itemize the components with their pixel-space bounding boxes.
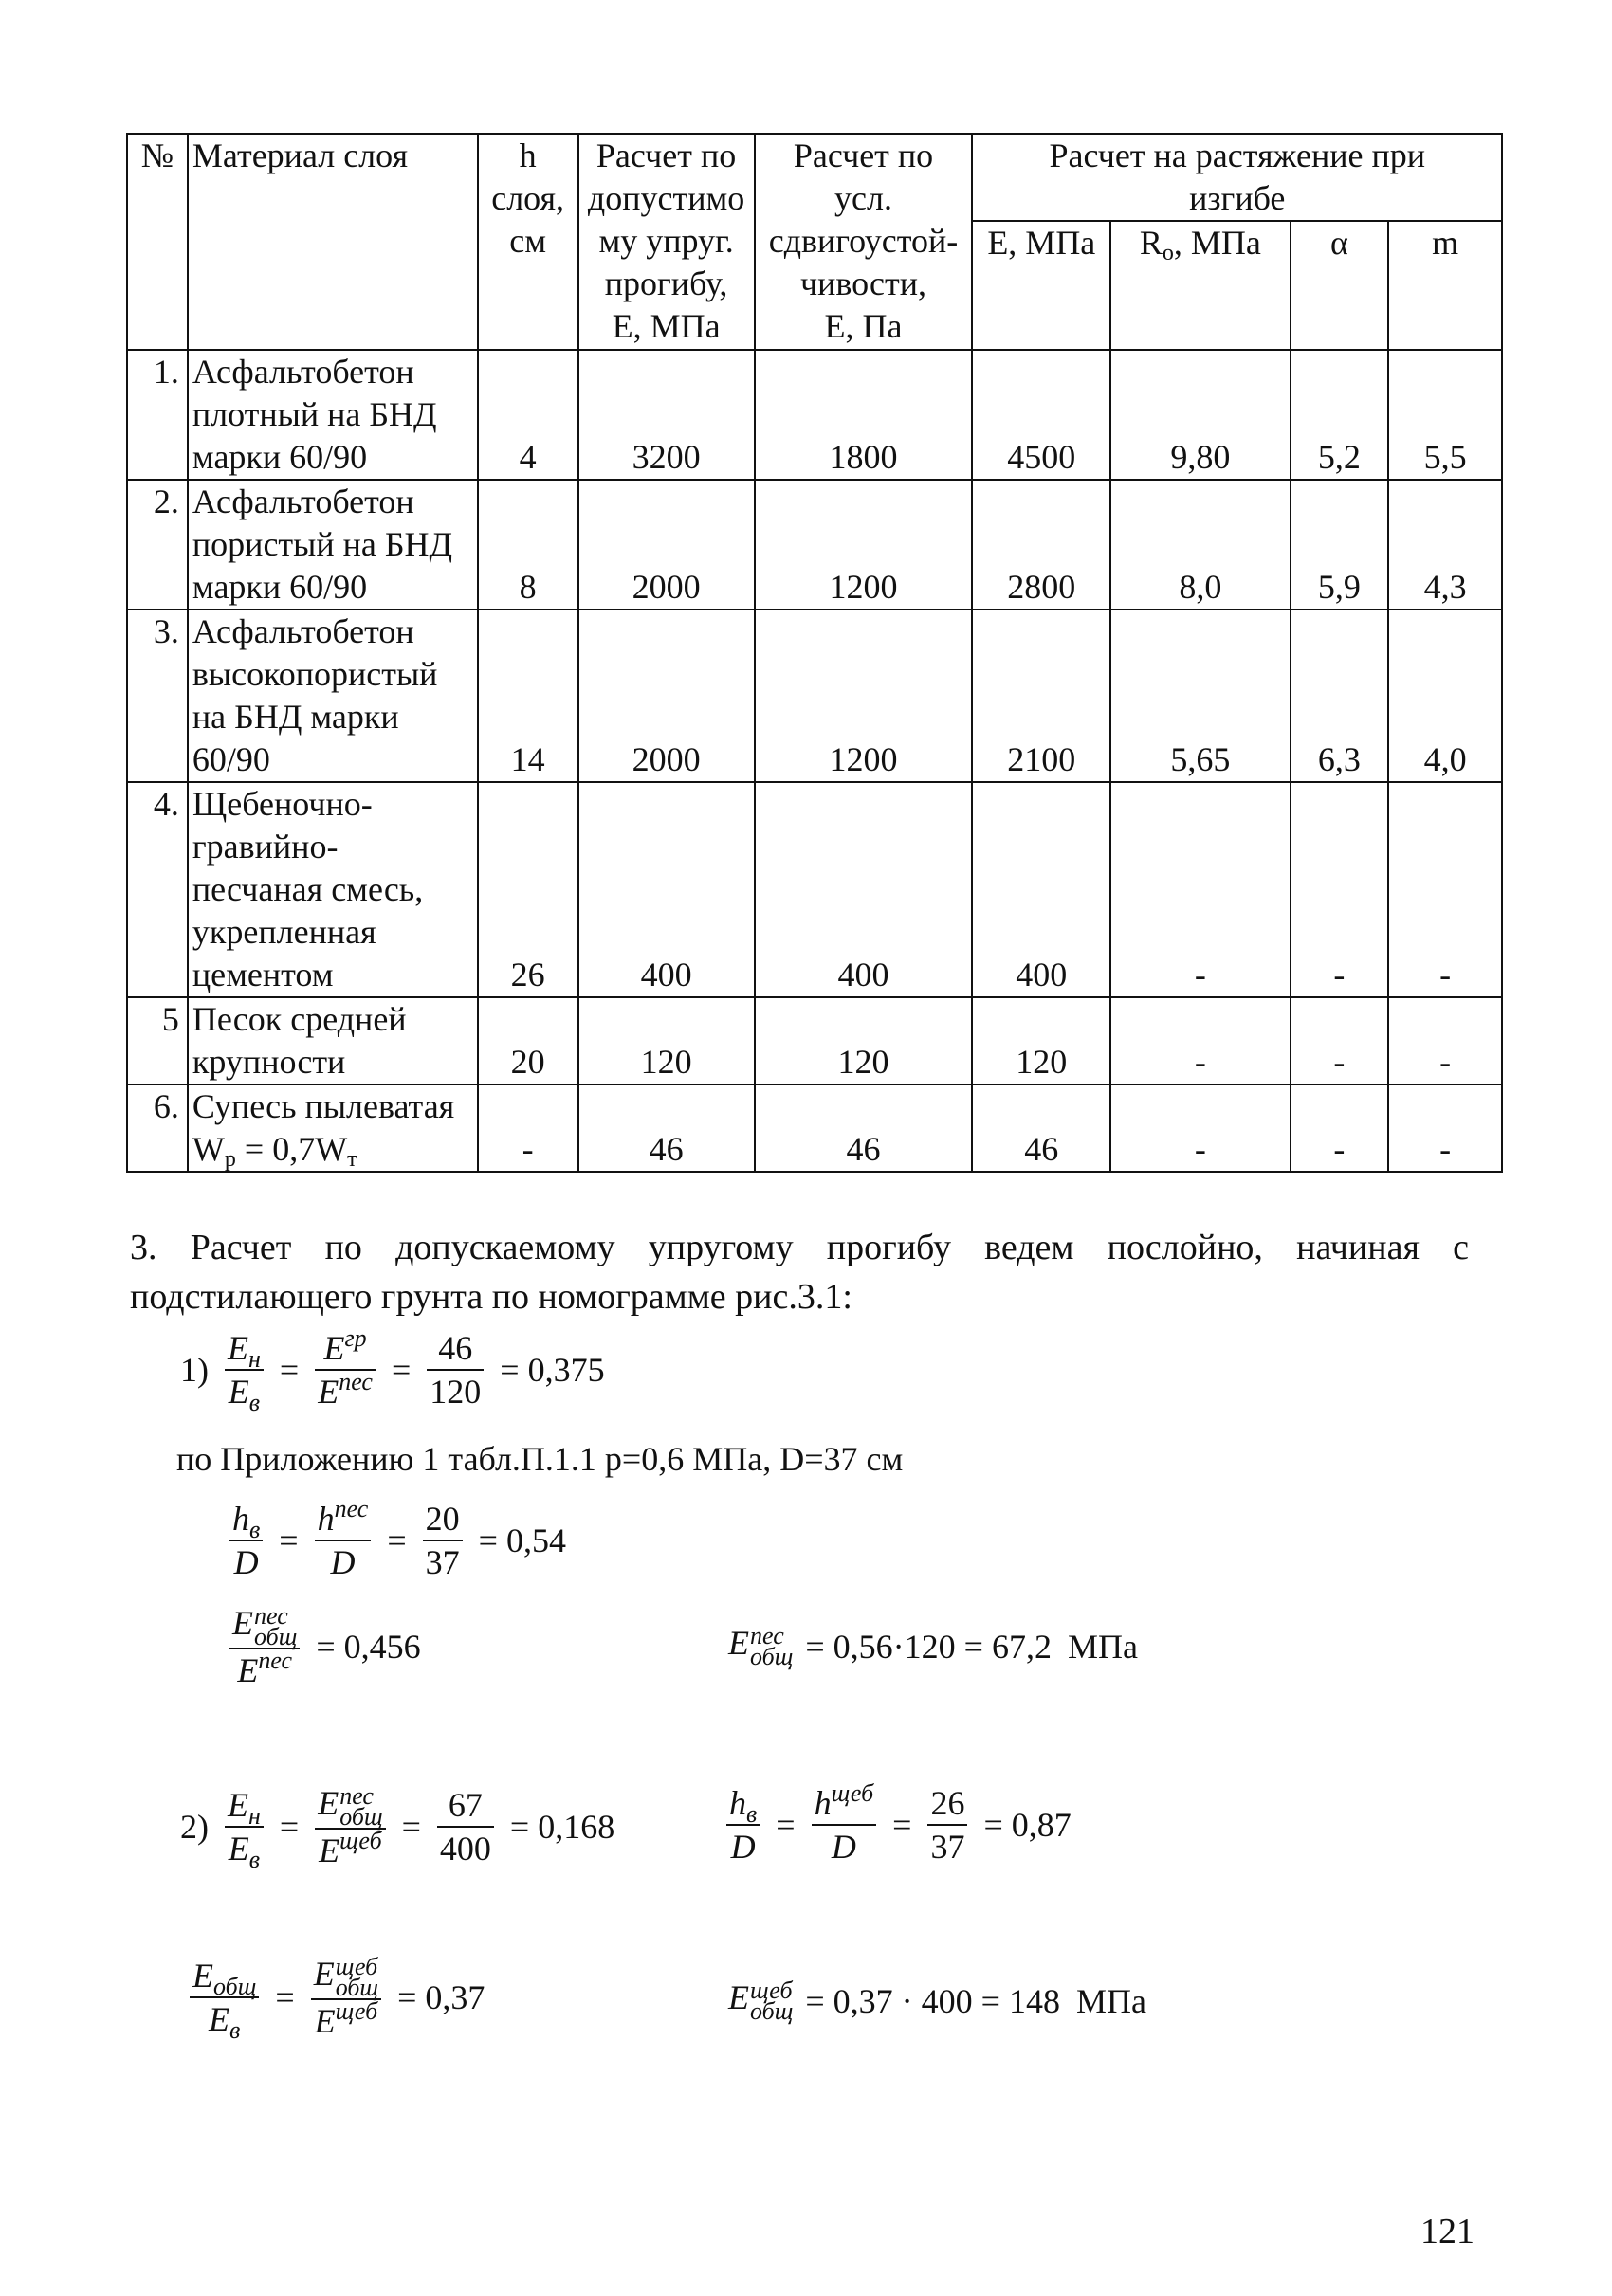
fraction [229,1602,300,1691]
table-row [127,997,1502,1084]
cell-r: - [1110,1084,1290,1172]
formula-5 [176,1782,618,1871]
header-tension-e: Е, МПа [972,221,1110,350]
formula-7 [186,1953,488,2042]
fraction-denominator: $E^{щеб}$ [314,1996,378,2040]
material-formula [192,1128,471,1171]
fraction-denominator: 120 [430,1373,482,1411]
table-row [127,782,1502,997]
fraction-numerator: E щеб общ [311,1953,381,2000]
fraction [927,1782,967,1868]
material-line: пористый на БНД [192,525,453,563]
header-h [478,134,578,350]
formula-result: = 0,37 · 400 = 148 [805,1981,1060,2020]
fraction [812,1779,877,1868]
header-tension-line: изгибе [1189,179,1286,217]
formula-result: = 0,375 [500,1351,605,1389]
equals: = [275,1977,295,2016]
formula-result: = 0,456 [316,1627,421,1666]
fraction-denominator [225,1371,264,1416]
cell-e-tension: 46 [972,1084,1110,1172]
cell-e-shear: 400 [755,782,973,997]
material-line: марки 60/90 [192,568,368,606]
superscript: щеб [831,1779,874,1807]
formula-result: = 0,56·120 = 67,2 [805,1627,1052,1666]
fraction [311,1953,381,2042]
fraction-numerator [315,1495,372,1541]
header-tension-r [1110,221,1290,350]
symbol: h [317,1500,335,1538]
cell-no: 5 [127,997,188,1084]
material-line: Асфальтобетон [192,612,414,650]
r-unit: , МПа [1173,224,1261,262]
appendix-line: по Приложению 1 табл.П.1.1 p=0,6 МПа, D=37 см [176,1440,904,1478]
table-row [127,1084,1502,1172]
header-tension [972,134,1502,221]
material-line: высокопористый [192,655,438,693]
formula-6 [723,1779,1075,1868]
table-header-row [127,134,1502,221]
fraction [427,1327,484,1412]
fraction-numerator: 67 [437,1784,494,1828]
cell-no: 1. [127,350,188,480]
material-line: крупности [192,1043,346,1081]
cell-h: 20 [478,997,578,1084]
header-shear [755,134,973,350]
subscript: н [248,1345,261,1373]
header-deflection-line: Е, МПа [612,307,721,345]
fraction-numerator: $h^{щеб}$ [812,1782,877,1826]
cell-e-deflection: 2000 [578,610,755,782]
formula-unit: МПа [1075,1981,1146,2020]
cell-e-tension: 2100 [972,610,1110,782]
formula-unit: МПа [1067,1627,1138,1666]
fraction-denominator: 400 [439,1829,491,1868]
fraction [225,1784,264,1873]
fraction-denominator: D [730,1828,756,1866]
cell-h: 8 [478,480,578,610]
cell-r: 5,65 [1110,610,1290,782]
fraction [315,1495,372,1583]
cell-m: - [1388,1084,1502,1172]
fraction-numerator: 26 [927,1782,967,1826]
cell-material [188,782,478,997]
material-line: песчаная смесь, [192,870,424,908]
equals: = [401,1807,421,1846]
cell-alpha: - [1291,997,1389,1084]
cell-e-deflection: 46 [578,1084,755,1172]
superscript: щеб [335,1952,378,1980]
fraction-numerator [315,1324,376,1371]
material-line: Асфальтобетон [192,483,414,520]
material-line: Щебеночно- [192,785,373,823]
cell-h: 4 [478,350,578,480]
table-row [127,350,1502,480]
fraction-denominator: D [330,1543,356,1581]
symbol: E [228,1373,249,1411]
superscript: пес [339,1781,374,1810]
page-number: 121 [1420,2212,1475,2251]
cell-e-deflection: 120 [578,997,755,1084]
equals: = [279,1807,300,1846]
header-tension-m: m [1388,221,1502,350]
subscript: общ [213,1972,257,2000]
symbol: h [232,1500,249,1538]
header-shear-line: чивости, [800,264,927,302]
cell-e-tension: 2800 [972,480,1110,610]
cell-material [188,997,478,1084]
cell-r: 9,80 [1110,350,1290,480]
cell-no: 4. [127,782,188,997]
header-h-line: см [509,222,547,260]
subscript: общ [750,1996,794,2025]
cell-e-shear: 46 [755,1084,973,1172]
subscript: в [229,2015,241,2044]
cell-material [188,610,478,782]
fraction [225,1327,264,1416]
fraction-numerator: E пес общ [229,1602,300,1649]
subscript: общ [750,1642,794,1670]
formula-8: E щеб общ = 0,37 · 400 = 148 МПа [728,1976,1146,2025]
cell-m: 5,5 [1388,350,1502,480]
equals: = [892,1806,912,1844]
material-line: плотный на БНД [192,395,437,433]
fraction [726,1782,760,1868]
superscript: щеб [335,1996,378,2025]
cell-no: 3. [127,610,188,782]
formula-4: E пес общ = 0,56·120 = 67,2 МПа [728,1621,1138,1670]
cell-e-shear: 1200 [755,480,973,610]
material-line: Супесь пылеватая [192,1087,455,1125]
fraction-numerator [225,1327,264,1371]
cell-m: 4,3 [1388,480,1502,610]
cell-alpha: 6,3 [1291,610,1389,782]
fraction-numerator: 46 [427,1327,484,1371]
fraction-numerator: $h_в$ [726,1782,760,1826]
cell-r: - [1110,997,1290,1084]
table-row [127,610,1502,782]
header-tension-line: Расчет на растяжение при [1049,137,1425,174]
cell-material [188,350,478,480]
subscript: общ [335,1973,379,2001]
fraction-numerator: 20 [423,1498,463,1541]
material-line: гравийно- [192,828,339,866]
fraction-numerator: E пес общ [315,1782,385,1830]
cell-h: 26 [478,782,578,997]
header-material: Материал слоя [188,134,478,350]
formula-w-sub: p [224,1147,236,1172]
cell-alpha: - [1291,1084,1389,1172]
fraction [315,1324,376,1412]
formula-2 [226,1495,570,1583]
header-shear-line: Е, Па [824,307,903,345]
header-deflection-line: Расчет по [595,137,737,174]
cell-alpha: 5,9 [1291,480,1389,610]
cell-r: 8,0 [1110,480,1290,610]
fraction-denominator: $E_в$ [228,1829,261,1873]
cell-material [188,1084,478,1172]
formula-eq: = 0,7W [235,1130,348,1168]
fraction [190,1955,259,2044]
equals: = [279,1351,300,1389]
formula-result: = 0,37 [397,1977,485,2016]
header-shear-line: сдвигоустой- [768,222,959,260]
header-deflection [578,134,755,350]
cell-e-tension: 4500 [972,350,1110,480]
cell-no: 6. [127,1084,188,1172]
cell-m: 4,0 [1388,610,1502,782]
cell-material [188,480,478,610]
header-no: № [127,134,188,350]
header-shear-line: усл. [834,179,892,217]
formula-result: = 0,54 [478,1522,566,1559]
formula-3 [226,1602,425,1691]
material-line: Песок средней [192,1000,407,1038]
fraction [437,1784,494,1869]
fraction-denominator: $E^{пес}$ [237,1646,293,1689]
superscript: пес [339,1368,373,1395]
superscript: пес [750,1621,784,1649]
fraction-denominator: 37 [425,1543,460,1581]
header-h-line: h [519,137,537,174]
header-shear-line: Расчет по [793,137,934,174]
formula-1 [176,1324,609,1416]
layers-table [126,133,1503,1173]
cell-no: 2. [127,480,188,610]
symbol: E [318,1373,339,1411]
formula-w: W [192,1130,225,1168]
equals: = [391,1351,412,1389]
fraction-numerator: $E_{общ}$ [190,1955,259,1998]
fraction [315,1782,385,1871]
equals: = [387,1522,407,1559]
material-line: Асфальтобетон [192,353,414,391]
formula-label: 1) [180,1351,209,1389]
superscript: пес [254,1601,288,1630]
header-h-line: слоя, [491,179,565,217]
equals: = [776,1806,796,1844]
fraction-denominator: $E_в$ [209,1999,241,2044]
table-row [127,480,1502,610]
superscript: гр [344,1324,367,1352]
subscript: общ [254,1622,298,1650]
header-deflection-line: му упруг. [598,222,734,260]
header-deflection-line: допустимо [587,179,745,217]
fraction-denominator: $E^{щеб}$ [319,1826,382,1869]
fraction-numerator [229,1498,263,1541]
material-line: укрепленная [192,913,376,951]
cell-h: 14 [478,610,578,782]
subscript: в [248,1389,261,1416]
r-subscript: o [1162,241,1174,265]
subscript: общ [339,1802,383,1831]
header-tension-alpha: α [1291,221,1389,350]
fraction [229,1498,263,1583]
superscript: пес [258,1646,293,1674]
cell-r: - [1110,782,1290,997]
fraction-numerator: $E_н$ [225,1784,264,1828]
cell-e-deflection: 2000 [578,480,755,610]
equals: = [279,1522,299,1559]
material-line: марки 60/90 [192,438,368,476]
formula-label: 2) [180,1807,209,1846]
superscript: щеб [339,1826,382,1854]
cell-h: - [478,1084,578,1172]
fraction-denominator: D [233,1543,259,1581]
fraction-denominator: D [831,1828,856,1866]
formula-t-sub: т [347,1147,357,1172]
material-line: на БНД марки [192,698,399,736]
paragraph-text: 3. Расчет по допускаемому упругому прогибу ведем послойно, начиная с подстилающего грунта по номограмме рис.3.1: [130,1228,1469,1317]
subscript: в [249,1516,261,1543]
symbol: E [228,1329,248,1367]
superscript: щеб [750,1976,793,2004]
header-deflection-line: прогибу, [604,264,728,302]
material-line: цементом [192,956,334,993]
material-line: 60/90 [192,740,270,778]
cell-m: - [1388,997,1502,1084]
cell-m: - [1388,782,1502,997]
cell-alpha: - [1291,782,1389,997]
fraction-denominator [315,1368,376,1412]
cell-e-shear: 1200 [755,610,973,782]
cell-e-deflection: 3200 [578,350,755,480]
superscript: пес [334,1495,369,1522]
cell-e-shear: 120 [755,997,973,1084]
formula-result: = 0,87 [983,1806,1072,1844]
cell-e-shear: 1800 [755,350,973,480]
cell-e-tension: 400 [972,782,1110,997]
cell-alpha: 5,2 [1291,350,1389,480]
symbol: E [323,1329,345,1367]
formula-result: = 0,168 [509,1807,615,1846]
cell-e-deflection: 400 [578,782,755,997]
fraction-denominator: 37 [930,1828,965,1866]
fraction [423,1498,463,1583]
r-symbol: R [1139,224,1163,262]
cell-e-tension: 120 [972,997,1110,1084]
